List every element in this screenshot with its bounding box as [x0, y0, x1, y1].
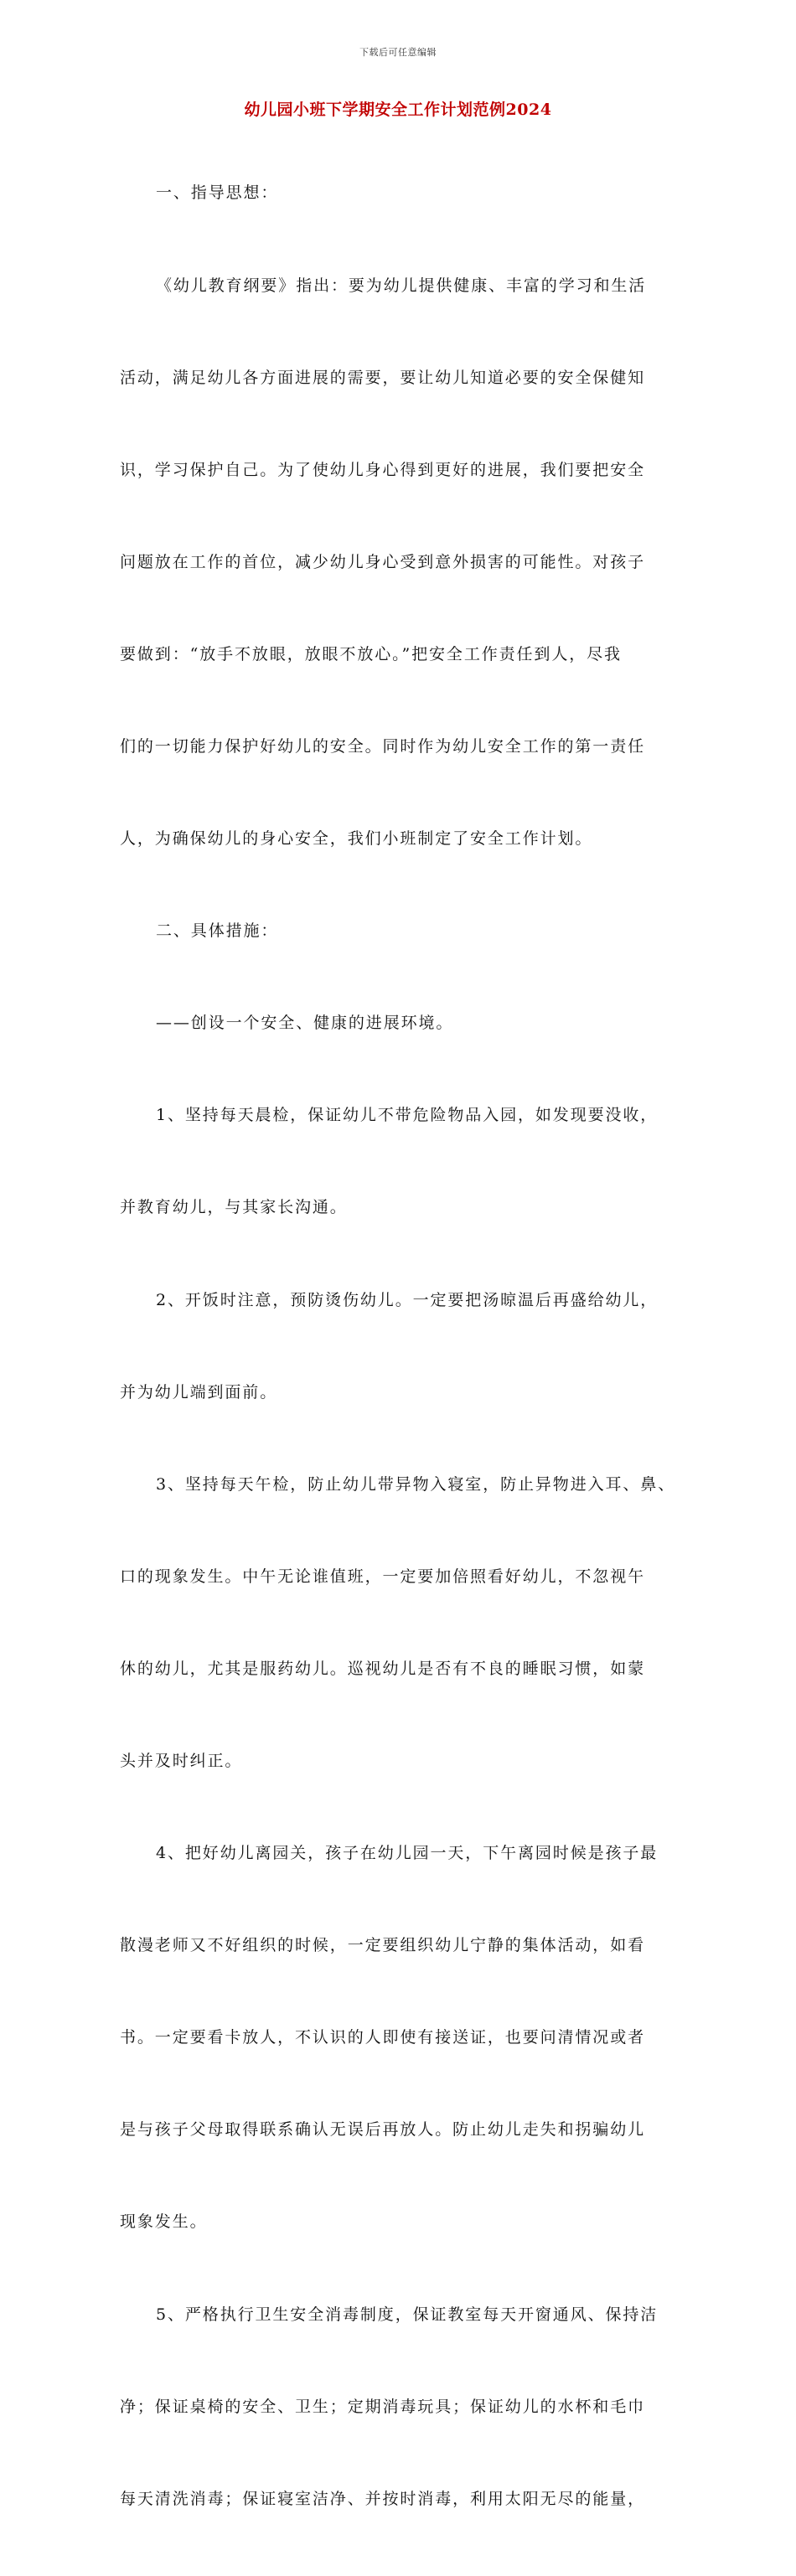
body-line: 并为幼儿端到面前。: [120, 1382, 278, 1402]
body-line: 头并及时纠正。: [120, 1752, 243, 1770]
body-line: 活动，满足幼儿各方面进展的需要，要让幼儿知道必要的安全保健知: [120, 368, 646, 387]
document-title: 幼儿园小班下学期安全工作计划范例2024: [244, 101, 552, 119]
body-line: 净；保证桌椅的安全、卫生；定期消毒玩具；保证幼儿的水杯和毛巾: [120, 2397, 646, 2416]
body-line: 二、具体措施：: [156, 921, 279, 941]
body-line: 书。一定要看卡放人，不认识的人即使有接送证，也要问清情况或者: [120, 2028, 646, 2047]
body-line: 休的幼儿，尤其是服药幼儿。巡视幼儿是否有不良的睡眠习惯，如蒙: [120, 1659, 646, 1678]
body-line: 3、坚持每天午检，防止幼儿带异物入寝室，防止异物进入耳、鼻、: [156, 1474, 676, 1494]
body-line: 是与孩子父母取得联系确认无误后再放人。防止幼儿走失和拐骗幼儿: [120, 2120, 646, 2140]
body-line: 每天清洗消毒；保证寝室洁净、并按时消毒，利用太阳无尽的能量，: [120, 2489, 646, 2508]
body-line: ——创设一个安全、健康的进展环境。: [156, 1014, 454, 1033]
body-line: 识，学习保护自己。为了使幼儿身心得到更好的进展，我们要把安全: [120, 460, 646, 479]
body-line: 4、把好幼儿离园关，孩子在幼儿园一天，下午离园时候是孩子最: [156, 1844, 659, 1863]
document-body: [120, 116, 698, 2576]
body-line: 5、严格执行卫生安全消毒制度，保证教室每天开窗通风、保持洁: [156, 2305, 659, 2324]
body-line: 人，为确保幼儿的身心安全，我们小班制定了安全工作计划。: [120, 829, 593, 849]
body-line: 们的一切能力保护好幼儿的安全。同时作为幼儿安全工作的第一责任: [120, 736, 646, 756]
header-note: 下载后可任意编辑: [359, 47, 437, 58]
body-line: 要做到：“放手不放眼，放眼不放心。”把安全工作责任到人，尽我: [120, 644, 622, 663]
body-line: 《幼儿教育纲要》指出：要为幼儿提供健康、丰富的学习和生活: [156, 276, 647, 295]
body-line: 并教育幼儿，与其家长沟通。: [120, 1198, 348, 1217]
body-line: 1、坚持每天晨检，保证幼儿不带危险物品入园，如发现要没收，: [156, 1106, 659, 1125]
body-line: 现象发生。: [120, 2212, 208, 2232]
body-line: 散漫老师又不好组织的时候，一定要组织幼儿宁静的集体活动，如看: [120, 1936, 646, 1955]
body-line: 问题放在工作的首位，减少幼儿身心受到意外损害的可能性。对孩子: [120, 552, 646, 571]
body-line: 一、指导思想：: [156, 183, 279, 203]
body-line: 口的现象发生。中午无论谁值班，一定要加倍照看好幼儿，不忽视午: [120, 1567, 646, 1586]
body-line: 2、开饭时注意，预防烫伤幼儿。一定要把汤晾温后再盛给幼儿，: [156, 1290, 659, 1309]
